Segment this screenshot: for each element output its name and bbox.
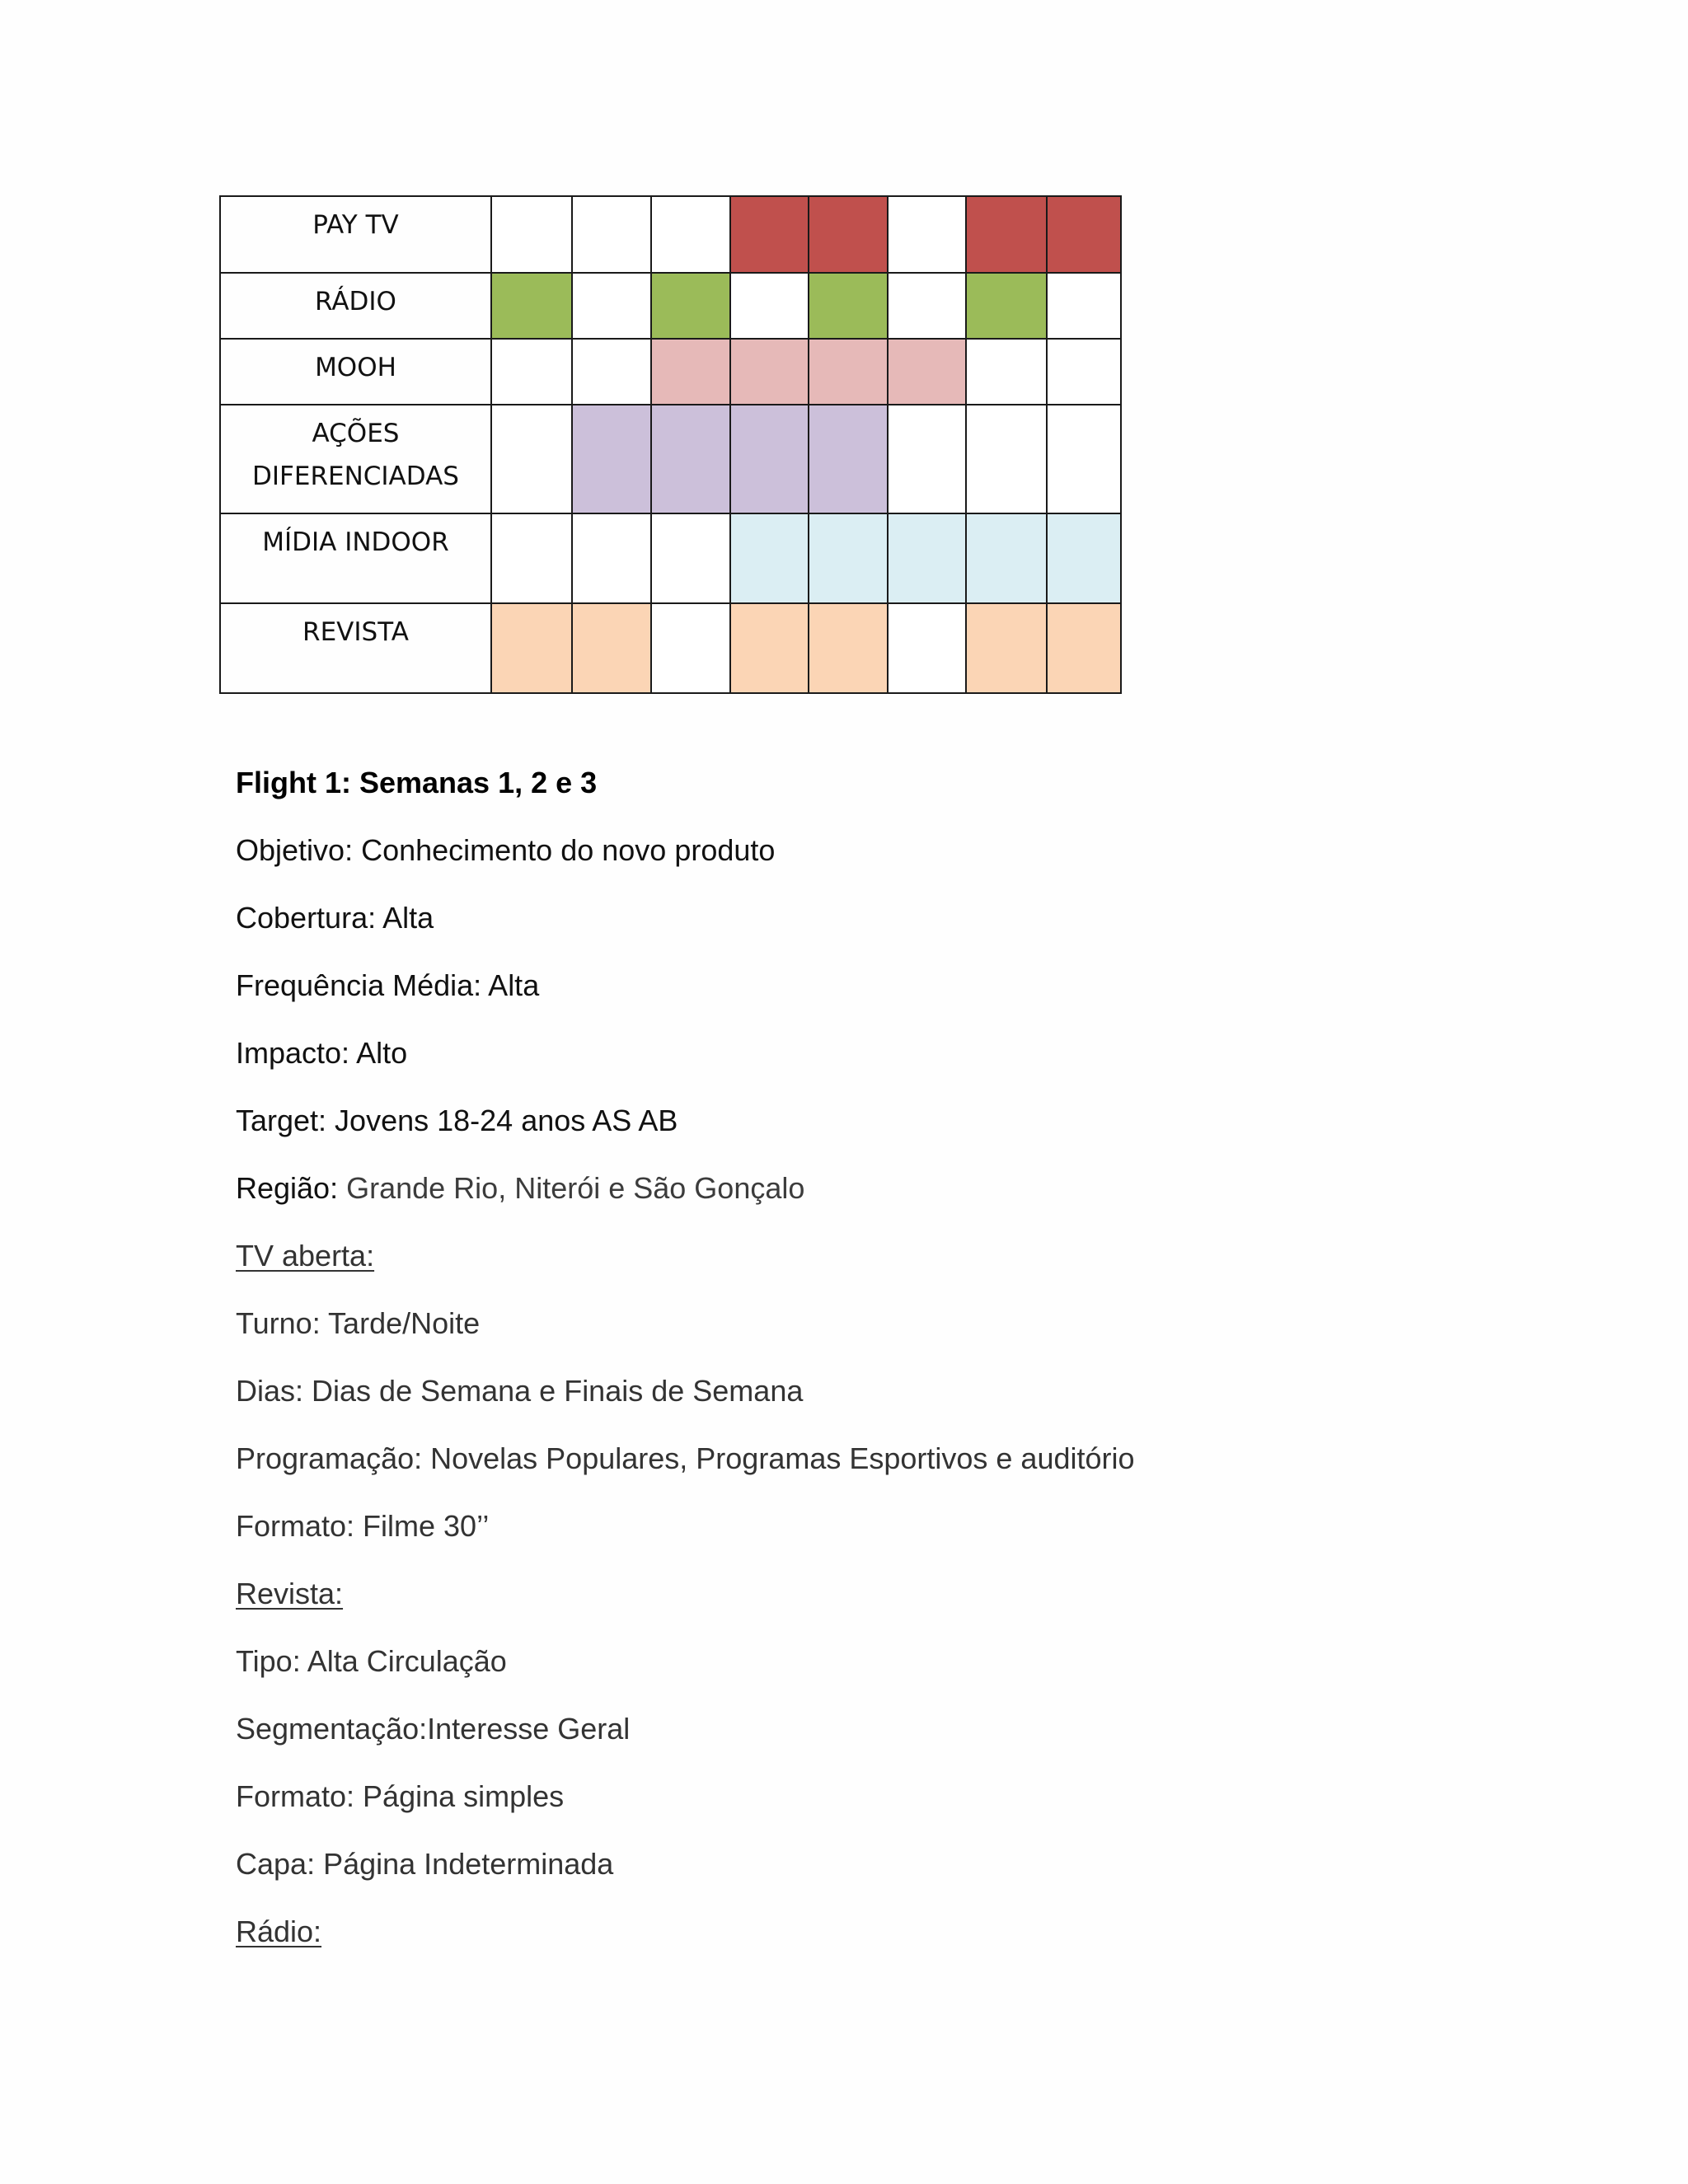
- radio-subheading: Rádio:: [236, 1915, 322, 1948]
- week-cell: [1047, 339, 1121, 405]
- week-cell: [966, 273, 1047, 339]
- week-cell: [966, 405, 1047, 513]
- segmentacao-line: Segmentação:Interesse Geral: [236, 1712, 631, 1746]
- week-cell: [491, 405, 572, 513]
- media-label: RÁDIO: [220, 273, 491, 339]
- week-cell: [572, 273, 651, 339]
- week-cell: [966, 339, 1047, 405]
- schedule-row: [220, 196, 1121, 273]
- flight-heading: Flight 1: Semanas 1, 2 e 3: [236, 766, 598, 799]
- week-cell: [1047, 273, 1121, 339]
- week-cell: [651, 273, 730, 339]
- week-cell: [572, 405, 651, 513]
- week-cell: [809, 273, 888, 339]
- week-cell: [888, 339, 966, 405]
- week-cell: [730, 405, 809, 513]
- week-cell: [730, 513, 809, 603]
- media-label: REVISTA: [220, 603, 491, 693]
- week-cell: [966, 513, 1047, 603]
- schedule-row: [220, 405, 1121, 513]
- revista-subheading: Revista:: [236, 1577, 344, 1610]
- media-schedule-table: [219, 195, 1122, 694]
- dias-line: Dias: Dias de Semana e Finais de Semana: [236, 1374, 804, 1408]
- week-cell: [809, 196, 888, 273]
- week-cell: [491, 196, 572, 273]
- week-cell: [651, 513, 730, 603]
- tv-aberta-subheading: TV aberta:: [236, 1239, 375, 1272]
- week-cell: [491, 513, 572, 603]
- week-cell: [572, 513, 651, 603]
- schedule-body: [220, 196, 1121, 693]
- week-cell: [888, 603, 966, 693]
- objetivo-line: Objetivo: Conhecimento do novo produto: [236, 833, 776, 867]
- week-cell: [966, 196, 1047, 273]
- week-cell: [1047, 603, 1121, 693]
- target-line: Target: Jovens 18-24 anos AS AB: [236, 1104, 678, 1137]
- week-cell: [651, 603, 730, 693]
- schedule-row: [220, 273, 1121, 339]
- week-cell: [809, 339, 888, 405]
- week-cell: [491, 339, 572, 405]
- media-label: MÍDIA INDOOR: [220, 513, 491, 603]
- regiao-line: [236, 1170, 804, 1207]
- week-cell: [651, 196, 730, 273]
- week-cell: [651, 405, 730, 513]
- media-label: PAY TV: [220, 196, 491, 273]
- week-cell: [730, 603, 809, 693]
- week-cell: [888, 513, 966, 603]
- schedule-row: [220, 339, 1121, 405]
- week-cell: [730, 339, 809, 405]
- media-label: MOOH: [220, 339, 491, 405]
- week-cell: [1047, 513, 1121, 603]
- impacto-line: Impacto: Alto: [236, 1036, 408, 1070]
- week-cell: [888, 273, 966, 339]
- week-cell: [730, 196, 809, 273]
- week-cell: [809, 405, 888, 513]
- tipo-line: Tipo: Alta Circulação: [236, 1644, 507, 1678]
- formato-tv-line: Formato: Filme 30’’: [236, 1509, 490, 1543]
- regiao-label: Região:: [236, 1171, 339, 1205]
- programacao-line: Programação: Novelas Populares, Programas Esportivos e auditório: [236, 1441, 1135, 1475]
- capa-line: Capa: Página Indeterminada: [236, 1847, 614, 1881]
- week-cell: [1047, 196, 1121, 273]
- week-cell: [572, 603, 651, 693]
- week-cell: [651, 339, 730, 405]
- week-cell: [888, 196, 966, 273]
- week-cell: [730, 273, 809, 339]
- regiao-value: Grande Rio, Niterói e São Gonçalo: [338, 1171, 805, 1205]
- turno-line: Turno: Tarde/Noite: [236, 1306, 481, 1340]
- frequencia-line: Frequência Média: Alta: [236, 968, 540, 1002]
- week-cell: [572, 339, 651, 405]
- schedule-row: [220, 603, 1121, 693]
- schedule-row: [220, 513, 1121, 603]
- media-label: AÇÕES DIFERENCIADAS: [220, 405, 491, 513]
- week-cell: [491, 603, 572, 693]
- formato-revista-line: Formato: Página simples: [236, 1779, 565, 1813]
- cobertura-line: Cobertura: Alta: [236, 901, 434, 935]
- week-cell: [888, 405, 966, 513]
- week-cell: [572, 196, 651, 273]
- week-cell: [1047, 405, 1121, 513]
- week-cell: [809, 513, 888, 603]
- week-cell: [966, 603, 1047, 693]
- week-cell: [809, 603, 888, 693]
- week-cell: [491, 273, 572, 339]
